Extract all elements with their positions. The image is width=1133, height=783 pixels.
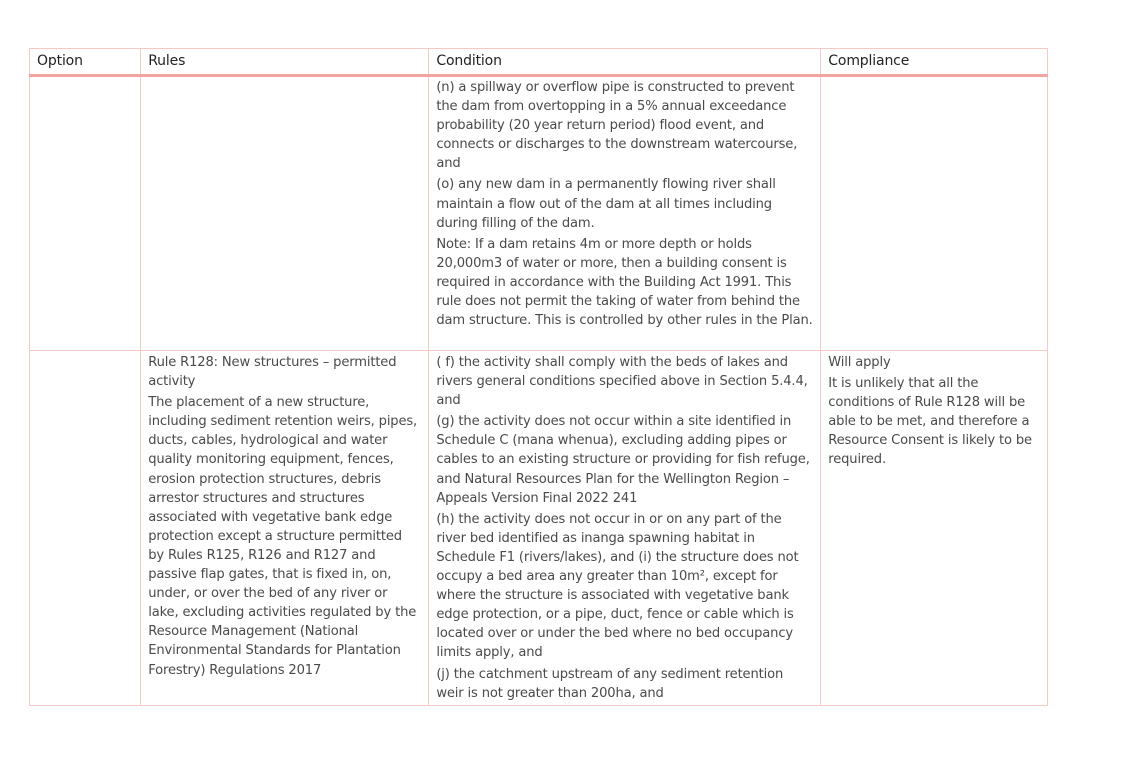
compliance-note: It is unlikely that all the conditions of Rule R128 will be able to be met, and therefore a Resource Consent is likely to be required. <box>828 376 1032 468</box>
rule-title: Rule R128: New structures – permitted activity <box>148 355 397 390</box>
compliance-cell <box>821 76 1048 351</box>
rule-description: The placement of a new structure, including sediment retention weirs, pipes, ducts, cables, hydrological and water quality monitoring equipment, fences, erosion protection structures, debris arrestor structures and structures associated with vegetative bank edge protection except a structure permitted by Rules R125, R126 and R127 and passive flap gates, that is fixed in, on, under, or over the bed of any river or lake, excluding activities regulated by the Resource Management (National Environmental Standards for Plantation Forestry) Regulations 2017 <box>148 395 418 678</box>
header-rules: Rules <box>141 49 429 76</box>
condition-cell <box>429 76 821 351</box>
table-header-row <box>30 49 1048 76</box>
condition-paragraph: (n) a spillway or overflow pipe is constructed to prevent the dam from overtopping in a 5% annual exceedance probability (20 year return period) flood event, and connects or discharges to the downstream watercourse, and <box>436 80 798 172</box>
header-option: Option <box>30 49 141 76</box>
option-cell <box>30 76 141 351</box>
rules-cell <box>141 351 429 706</box>
condition-paragraph: (h) the activity does not occur in or on any part of the river bed identified as inanga spawning habitat in Schedule F1 (rivers/lakes), and (i) the structure does not occupy a bed area any greater than 10m², except for where the structure is associated with vegetative bank edge protection, or a pipe, duct, fence or cable which is located over or under the bed where no bed occupancy limits apply, and <box>436 511 799 661</box>
option-cell <box>30 351 141 706</box>
compliance-cell <box>821 351 1048 706</box>
rules-table <box>29 48 1048 706</box>
table-row <box>30 351 1048 706</box>
header-compliance: Compliance <box>821 49 1048 76</box>
rules-cell <box>141 76 429 351</box>
condition-paragraph: ( f) the activity shall comply with the beds of lakes and rivers general conditions specified above in Section 5.4.4, and <box>436 355 808 409</box>
condition-cell <box>429 351 821 706</box>
compliance-status: Will apply <box>828 355 891 370</box>
condition-paragraph: (o) any new dam in a permanently flowing river shall maintain a flow out of the dam at all times including during filling of the dam. <box>436 177 776 231</box>
table-row <box>30 76 1048 351</box>
condition-paragraph: (j) the catchment upstream of any sediment retention weir is not greater than 200ha, and <box>436 666 784 701</box>
condition-paragraph: (g) the activity does not occur within a site identified in Schedule C (mana whenua), excluding adding pipes or cables to an existing structure or providing for fish refuge, and Natural Resources Plan for the Wellington Region – Appeals Version Final 2022 241 <box>436 414 810 506</box>
condition-note: Note: If a dam retains 4m or more depth or holds 20,000m3 of water or more, then a building consent is required in accordance with the Building Act 1991. This rule does not permit the taking of water from behind the dam structure. This is controlled by other rules in the Plan. <box>436 236 813 329</box>
header-condition: Condition <box>429 49 821 76</box>
